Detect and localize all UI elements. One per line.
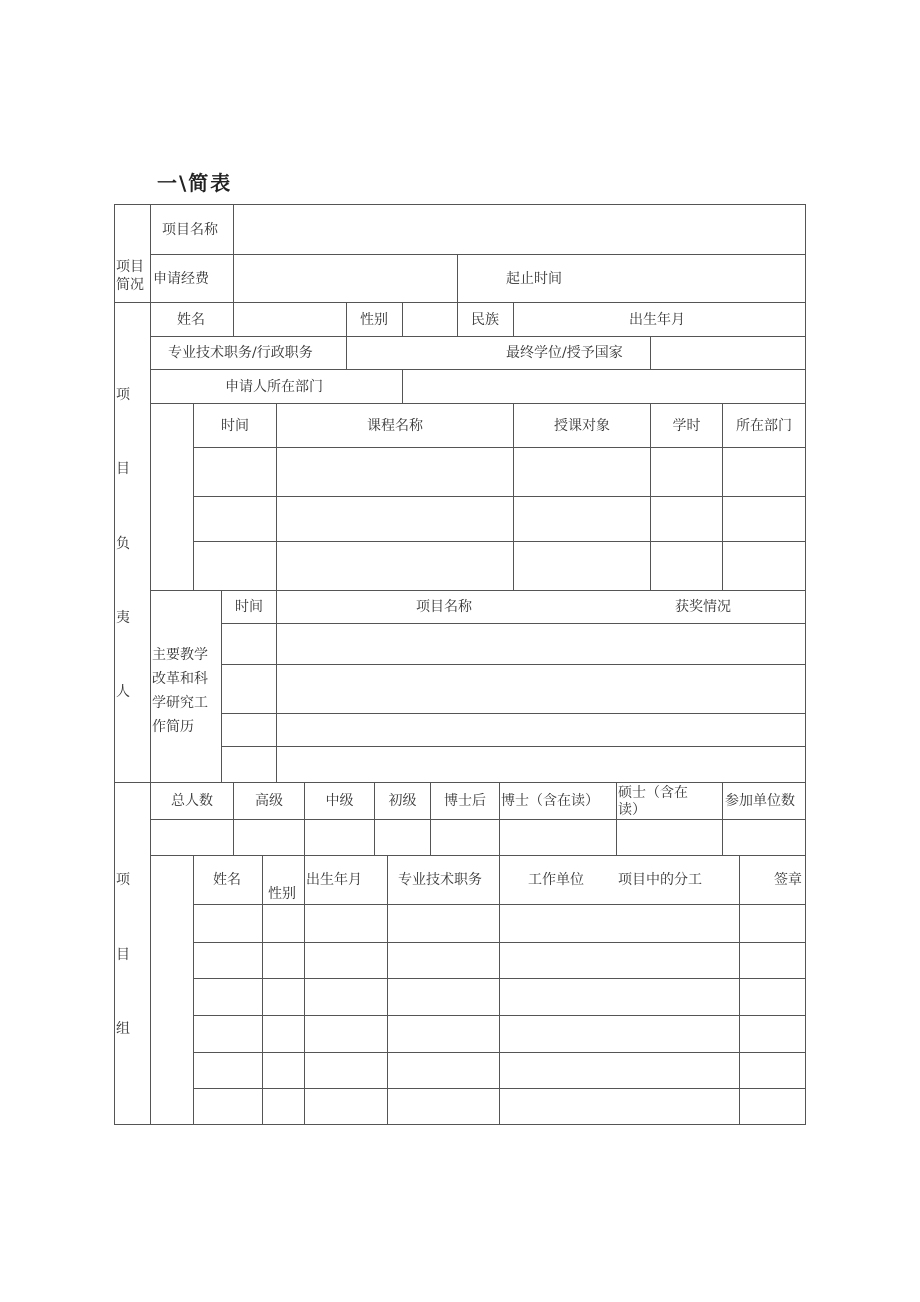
grid-line (114, 782, 806, 783)
grid-line (114, 302, 806, 303)
stats-value-postdoc[interactable] (431, 828, 499, 846)
teaching-row[interactable] (194, 497, 805, 540)
stats-value-units[interactable] (723, 828, 805, 846)
grid-line (150, 855, 806, 856)
research-header-project: 项目名称 (416, 599, 472, 615)
name-label: 姓名 (177, 312, 205, 328)
stats-header-master: 硕士（含在 读） (618, 785, 688, 818)
title-label: 专业技术职务/行政职务 (168, 345, 313, 361)
stats-value-total[interactable] (151, 828, 233, 846)
stats-header-total: 总人数 (171, 793, 213, 809)
grid-line (346, 336, 347, 369)
dept-value[interactable] (403, 370, 805, 402)
section-label-leader-char: 负 (116, 536, 130, 552)
period-label: 起止时间 (506, 271, 562, 287)
stats-header-middle: 中级 (325, 793, 354, 809)
member-row[interactable] (194, 943, 805, 977)
grid-line (150, 590, 806, 591)
section-label-leader-char: 目 (116, 461, 130, 477)
research-row[interactable] (222, 665, 805, 712)
member-row[interactable] (194, 979, 805, 1014)
section-label-team-char: 项 (116, 872, 130, 888)
teaching-header-time: 时间 (221, 418, 249, 434)
stats-header-postdoc: 博士后 (444, 793, 486, 809)
project-name-value[interactable] (234, 205, 805, 253)
stats-value-junior[interactable] (375, 828, 430, 846)
member-row[interactable] (194, 1089, 805, 1124)
stats-value-senior[interactable] (234, 828, 304, 846)
teaching-row[interactable] (194, 542, 805, 589)
member-row[interactable] (194, 905, 805, 941)
section-label-leader-char: 项 (116, 387, 130, 403)
teaching-header-course: 课程名称 (367, 418, 423, 434)
name-value[interactable] (234, 303, 345, 335)
teaching-header-audience: 授课对象 (554, 418, 610, 434)
member-header-birth: 出生年月 (306, 872, 362, 888)
grid-line (150, 819, 806, 820)
funding-value[interactable] (234, 255, 456, 301)
section-label-leader-char: 夷 (116, 610, 130, 626)
member-row[interactable] (194, 1053, 805, 1087)
stats-header-senior: 高级 (255, 793, 283, 809)
teaching-header-dept: 所在部门 (736, 418, 792, 434)
birth-label: 出生年月 (629, 312, 685, 328)
stats-value-master[interactable] (617, 828, 722, 846)
grid-line (150, 204, 151, 1125)
member-header-unit: 工作单位 (528, 872, 584, 888)
member-header-signature: 签章 (774, 872, 802, 888)
teaching-row[interactable] (194, 448, 805, 495)
stats-header-junior: 初级 (388, 793, 417, 809)
page-heading: 一\简表 (157, 171, 233, 195)
stats-value-middle[interactable] (305, 828, 374, 846)
section-label-team-char: 组 (116, 1021, 130, 1037)
member-header-title: 专业技术职务 (398, 872, 482, 888)
section-label-team-char: 目 (116, 947, 130, 963)
degree-value[interactable] (651, 337, 805, 368)
grid-line (457, 302, 458, 336)
research-header-award: 获奖情况 (675, 599, 731, 615)
project-name-label: 项目名称 (162, 222, 218, 238)
grid-line (346, 302, 347, 336)
section-label-overview: 项目 简况 (116, 259, 144, 293)
research-row[interactable] (222, 714, 805, 745)
research-row[interactable] (222, 624, 805, 663)
stats-header-units: 参加单位数 (725, 793, 795, 809)
stats-header-phd: 博士（含在读） (501, 793, 599, 809)
ethnicity-label: 民族 (471, 312, 499, 328)
funding-label: 申请经费 (153, 271, 209, 287)
gender-label: 性别 (360, 312, 388, 328)
gender-value[interactable] (403, 303, 456, 335)
member-header-gender: 性别 (268, 886, 296, 902)
research-label: 主要教学 改革和科 学研究工 作简历 (152, 647, 208, 735)
stats-value-phd[interactable] (500, 828, 616, 846)
teaching-header-hours: 学时 (672, 418, 701, 434)
grid-line (150, 403, 806, 404)
grid-line (457, 254, 458, 302)
member-header-role: 项目中的分工 (618, 872, 702, 888)
grid-line (513, 302, 514, 336)
member-row[interactable] (194, 1016, 805, 1051)
dept-label: 申请人所在部门 (225, 379, 323, 395)
research-row[interactable] (222, 747, 805, 781)
research-header-time: 时间 (235, 599, 263, 615)
degree-label: 最终学位/授予国家 (506, 345, 623, 361)
section-label-leader-char: 人 (116, 684, 130, 700)
member-header-name: 姓名 (213, 872, 241, 888)
